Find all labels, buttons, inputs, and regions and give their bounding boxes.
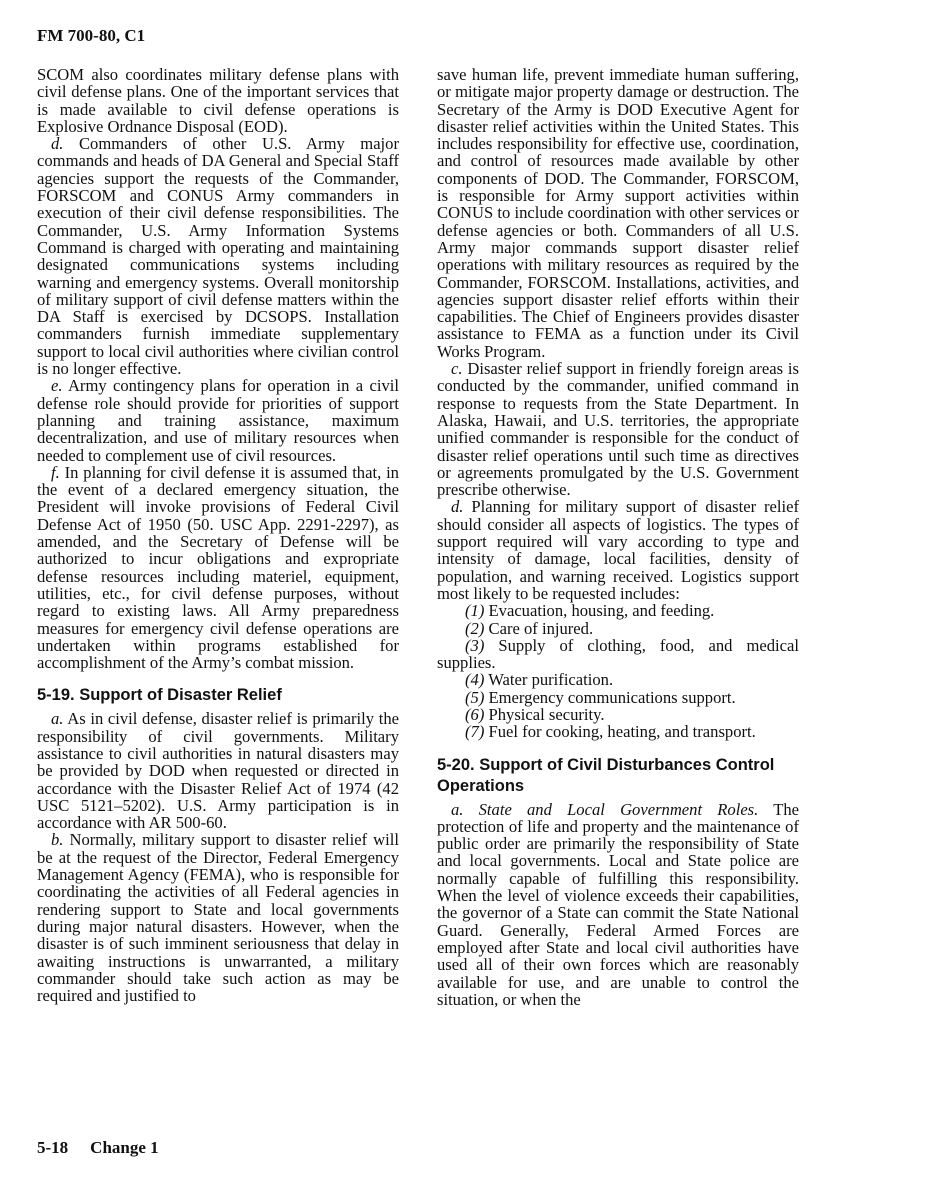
list-item — [437, 620, 799, 637]
para-label: d. — [51, 134, 64, 154]
paragraph-d — [437, 498, 799, 602]
list-item — [437, 637, 799, 672]
para-text: Disaster relief support in friendly foreign areas is conducted by the commander, unified command in response to requests from the State Department. In Alaska, Hawaii, and U.S. territories, the appropriate unified commander is responsible for the conduct of disaster relief operations until such time as directives or agreements promulgated by the U.S. Government prescribe otherwise. — [437, 359, 799, 500]
para-text: The protection of life and property and the maintenance of public order are primarily the responsibility of State and local governments. Local and State police are normally capable of fulfilling this responsibility. When the level of violence exceeds their capabilities, the governor of a State can commit the State National Guard. Generally, Federal Armed Forces are employed after State and local civil authorities have used all of their own forces which are reasonably available for use, and are unable to control the situation, or when the — [437, 799, 799, 1009]
list-item — [437, 671, 799, 688]
list-number: (3) — [465, 635, 485, 655]
para-label: d. — [451, 497, 464, 517]
paragraph-f — [37, 464, 399, 672]
para-text: Army contingency plans for operation in a civil defense role should provide for priorities of support planning and training assistance, maximum decentralization, and use of military resources when needed to complement use of civil resources. — [37, 376, 400, 465]
paragraph-continued: save human life, prevent immediate human suffering, or mitigate major property damage or destruction. The Secretary of the Army is DOD Executive Agent for disaster relief activities within the United States. This includes responsibility for effective use, coordination, and control of resources made available by other components of DOD. The Commander, FORSCOM, is responsible for Army support activities within CONUS to include coordination with other services or defense agencies or both. Commanders of all U.S. Army major commands support disaster relief operations with military resources as required by the Commander, FORSCOM. Installations, activities, and agencies support disaster relief efforts within their capabilities. The Chief of Engineers provides disaster assistance to FEMA as a function under its Civil Works Program. — [437, 65, 799, 361]
list-item — [437, 602, 799, 619]
list-number: (6) — [465, 704, 485, 724]
paragraph-continued: SCOM also coordinates military defense plans with civil defense plans. One of the important services that is made available to civil defense operations is Explosive Ordnance Disposal (EOD). — [37, 65, 399, 136]
para-label: e. — [51, 376, 63, 396]
list-number: (5) — [465, 687, 485, 707]
paragraph-519-b — [37, 831, 399, 1004]
para-label: a. — [51, 709, 64, 729]
change-label: Change 1 — [90, 1138, 159, 1157]
list-text: Supply of clothing, food, and medical supplies. — [437, 635, 800, 673]
list-item — [437, 706, 799, 723]
paragraph-e — [37, 377, 399, 463]
paragraph-520-a — [437, 801, 799, 1009]
para-text: Commanders of other U.S. Army major commands and heads of DA General and Special Staff agencies support the requests of the Commander, FORSCOM and CONUS Army commanders in execution of their civil defense responsibilities. The Commander, U.S. Army Information Systems Command is charged with operating and maintaining designated communications systems including warning and emergency systems. Overall monitorship of military support of civil defense matters within the DA Staff is exercised by DCSOPS. Installation commanders furnish immediate supplementary support to local civil authorities where civilian control is no longer effective. — [37, 134, 399, 379]
running-header: FM 700-80, C1 — [37, 26, 146, 45]
list-text: Evacuation, housing, and feeding. — [488, 601, 715, 621]
list-text: Water purification. — [488, 670, 614, 690]
right-column — [437, 66, 799, 1008]
list-item — [437, 689, 799, 706]
para-text: In planning for civil defense it is assumed that, in the event of a declared emergency situation, the President will invoke provisions of Federal Civil Defense Act of 1950 (50. USC App. 2291-2297), as amended, and the Secretary of Defense will be authorized to incur obligations and expropriate defense resources including materiel, equipment, utilities, etc., for civil defense purposes, without regard to existing laws. All Army preparedness measures for emergency civil defense operations are undertaken within programs established for accomplishment of the Army’s combat mission. — [37, 462, 399, 673]
para-label: b. — [51, 830, 64, 850]
list-item — [437, 723, 799, 740]
list-text: Physical security. — [488, 704, 605, 724]
list-text: Care of injured. — [488, 618, 594, 638]
para-label: a. State and Local Government Roles. — [451, 799, 759, 819]
list-number: (4) — [465, 670, 485, 690]
page-number: 5-18 — [37, 1138, 69, 1157]
para-text: Normally, military support to disaster relief will be at the request of the Director, Federal Emergency Management Agency (FEMA), who is responsible for coordinating the activities of all Federal agencies in rendering support to State and local governments during major natural disasters. However, when the disaster is of such imminent seriousness that delay in awaiting instructions is unwarranted, a military commander should take such action as may be required and justified to — [37, 830, 399, 1006]
para-label: f. — [51, 462, 60, 482]
section-heading-5-20: 5-20. Support of Civil Disturbances Control Operations — [437, 755, 775, 795]
para-label: c. — [451, 359, 463, 379]
paragraph-519-a — [37, 710, 399, 831]
section-heading-5-19: 5-19. Support of Disaster Relief — [37, 686, 282, 705]
page-footer — [37, 1138, 159, 1158]
para-text: Planning for military support of disaster relief should consider all aspects of logistics. The types of support required will vary according to type and intensity of damage, local facilities, density of population, and warning received. Logistics support most likely to be requested includes: — [437, 497, 800, 603]
paragraph-d — [37, 135, 399, 377]
list-text: Fuel for cooking, heating, and transport. — [488, 722, 756, 742]
para-text: As in civil defense, disaster relief is primarily the responsibility of civil governments. Military assistance to civil authorities in natural disasters may be provided by DOD when requested or directed in accordance with the Disaster Relief Act of 1974 (42 USC 5121–5202). U.S. Army participation is in accordance with AR 500-60. — [37, 709, 400, 833]
list-number: (2) — [465, 618, 485, 638]
list-text: Emergency communications support. — [488, 687, 736, 707]
list-number: (7) — [465, 722, 485, 742]
left-column — [37, 66, 399, 1004]
list-number: (1) — [465, 601, 485, 621]
paragraph-c — [437, 360, 799, 498]
